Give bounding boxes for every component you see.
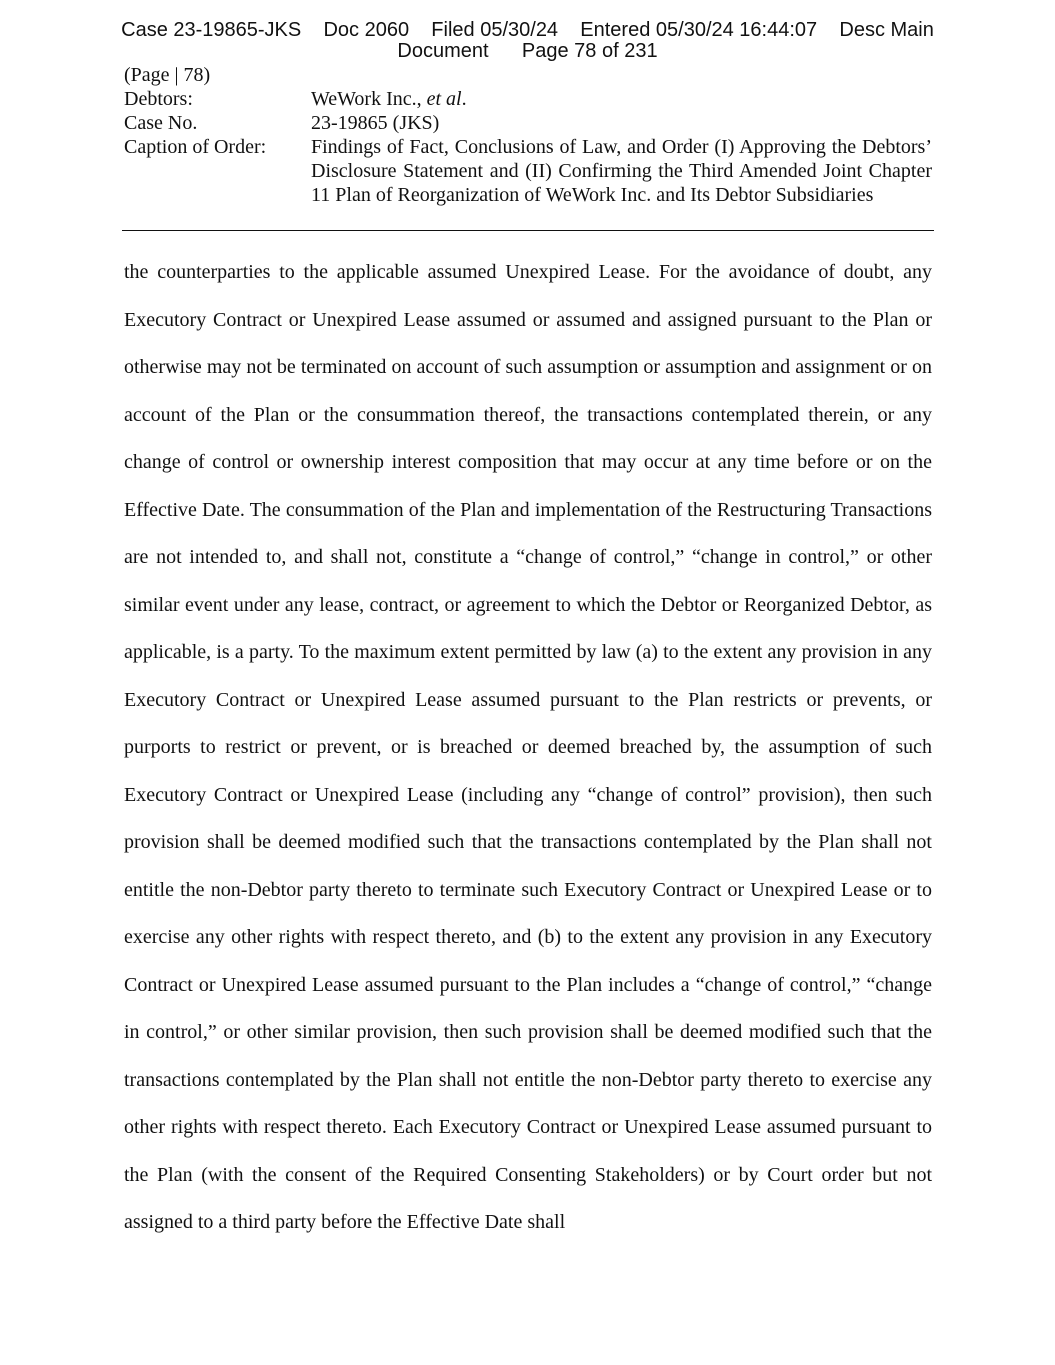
debtors-et-al: et al: [426, 88, 462, 110]
debtors-value: [311, 87, 932, 111]
debtors-period: .: [461, 88, 467, 110]
debtors-label: Debtors:: [124, 88, 193, 110]
debtors-row: [124, 87, 932, 111]
case-number-label: Case No.: [124, 112, 198, 134]
court-filing-stamp: [0, 20, 1055, 62]
caption-of-order-row: [124, 135, 932, 207]
case-number-row: [124, 111, 932, 135]
filing-stamp-line-1: Case 23-19865-JKS Doc 2060 Filed 05/30/24 Entered 05/30/24 16:44:07 Desc Main: [121, 19, 934, 41]
case-number-value: 23-19865 (JKS): [311, 112, 440, 134]
caption-of-order-value: Findings of Fact, Conclusions of Law, and Order (I) Approving the Debtors’ Disclosure Statement and (II) Confirming the Third Amended Joint Chapter 11 Plan of Reorganization of WeWork Inc. and Its Debtor Subsidiaries: [311, 136, 932, 206]
debtors-name: WeWork Inc.,: [311, 88, 427, 110]
caption-of-order-label: Caption of Order:: [124, 136, 267, 158]
page-reference-row: [124, 63, 932, 87]
order-caption-block: [124, 63, 932, 207]
body-paragraph: the counterparties to the applicable assumed Unexpired Lease. For the avoidance of doubt, any Executory Contract or Unexpired Lease assumed or assumed and assigned pursuant to the Plan or otherwise may not be terminated on account of such assumption or assumption and assignment or on account of the Plan or the consummation thereof, the transactions contemplated therein, or any change of control or ownership interest composition that may occur at any time before or on the Effective Date. The consummation of the Plan and implementation of the Restructuring Transactions are not intended to, and shall not, constitute a “change of control,” “change in control,” or other similar event under any lease, contract, or agreement to which the Debtor or Reorganized Debtor, as applicable, is a party. To the maximum extent permitted by law (a) to the extent any provision in any Executory Contract or Unexpired Lease assumed pursuant to the Plan restricts or prevents, or purports to restrict or prevent, or is breached or deemed breached by, the assumption of such Executory Contract or Unexpired Lease (including any “change of control” provision), then such provision shall be deemed modified such that the transactions contemplated by the Plan shall not entitle the non-Debtor party thereto to terminate such Executory Contract or Unexpired Lease or to exercise any other rights with respect thereto, and (b) to the extent any provision in any Executory Contract or Unexpired Lease assumed pursuant to the Plan includes a “change of control,” “change in control,” or other similar provision, then such provision shall be deemed modified such that the transactions contemplated by the Plan shall not entitle the non-Debtor party thereto to exercise any other rights with respect thereto. Each Executory Contract or Unexpired Lease assumed pursuant to the Plan (with the consent of the Required Consenting Stakeholders) or by Court order but not assigned to a third party before the Effective Date shall: [124, 261, 932, 1233]
caption-divider-line: [122, 230, 934, 231]
filing-stamp-line-2: Document Page 78 of 231: [397, 40, 658, 62]
page-reference: (Page | 78): [124, 64, 211, 86]
